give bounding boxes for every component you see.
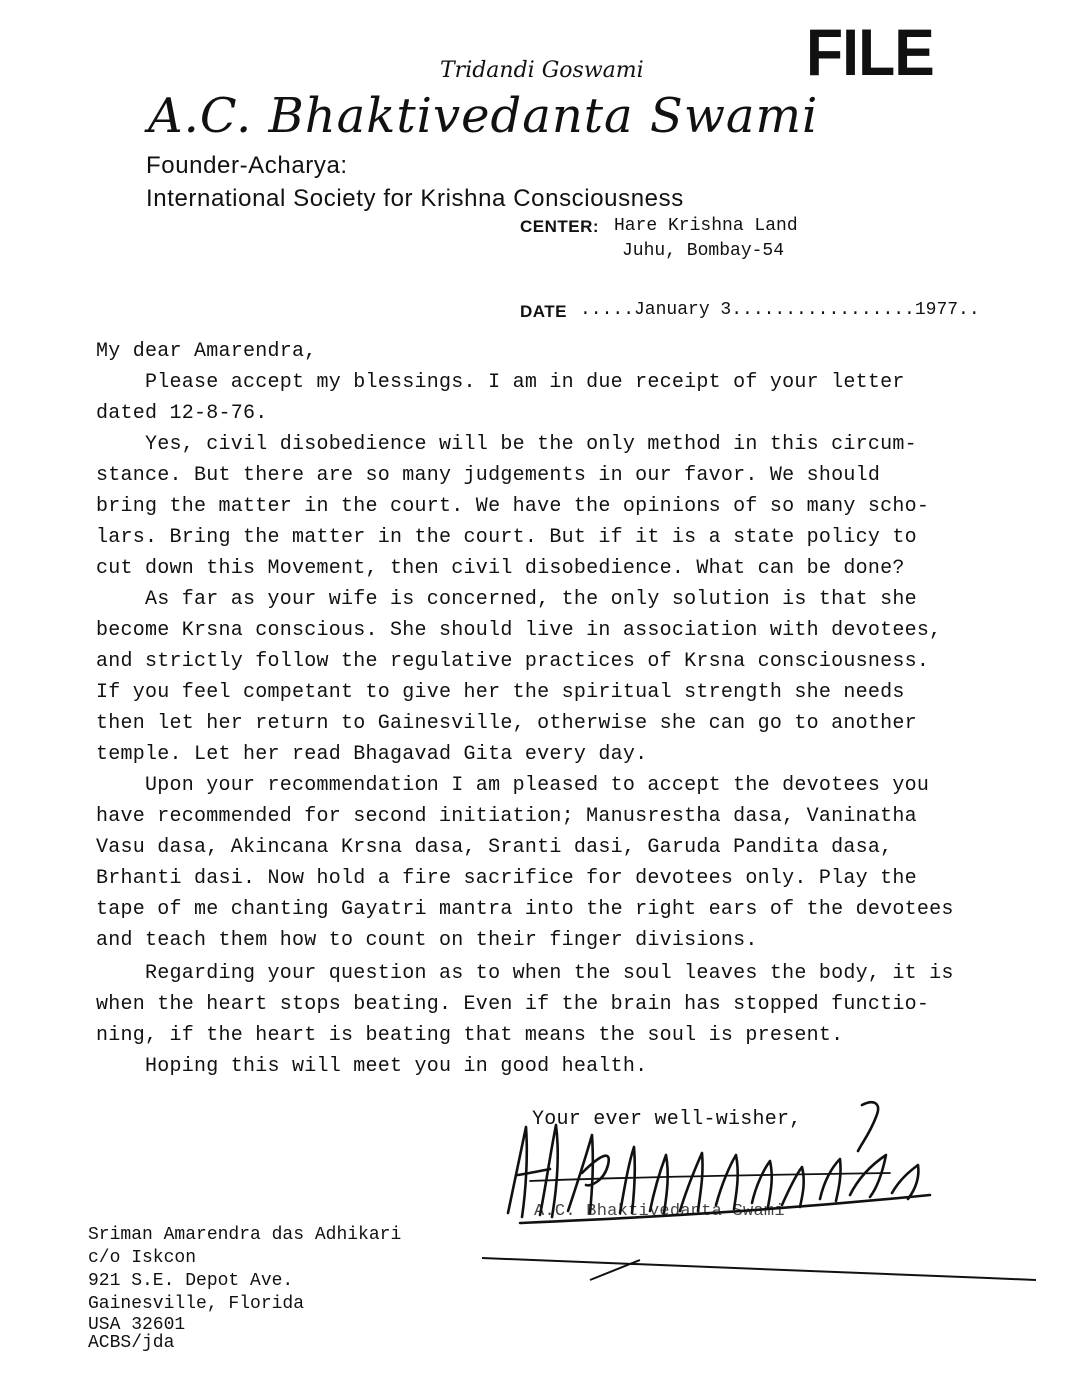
letter-line: Upon your recommendation I am pleased to accept the devotees you [96,774,930,797]
letter-line: become Krsna conscious. She should live in association with devotees, [96,619,942,642]
letterhead-org-line: International Society for Krishna Consciousness [146,185,684,212]
file-stamp: FILE [806,15,934,89]
letter-line: bring the matter in the court. We have the opinions of so many scho- [96,495,930,518]
closing-line: Your ever well-wisher, [532,1108,802,1131]
address-line: Sriman Amarendra das Adhikari [88,1225,402,1245]
address-line: c/o Iskcon [88,1248,197,1268]
letter-line: Please accept my blessings. I am in due receipt of your letter [96,371,905,394]
letter-line: Vasu dasa, Akincana Krsna dasa, Sranti dasi, Garuda Pandita dasa, [96,836,893,859]
letter-line: Regarding your question as to when the soul leaves the body, it is [96,962,954,985]
letter-line: If you feel competant to give her the spiritual strength she needs [96,681,905,704]
address-line: ACBS/jda [88,1333,175,1353]
letter-line: lars. Bring the matter in the court. But if it is a state policy to [96,526,917,549]
letterhead-subtitle: Tridandi Goswami [440,58,644,83]
center-line-2: Juhu, Bombay-54 [622,241,785,261]
letter-line: tape of me chanting Gayatri mantra into the right ears of the devotees [96,898,954,921]
letter-line: when the heart stops beating. Even if the brain has stopped functio- [96,993,930,1016]
signature-underline-stroke [480,1250,1040,1290]
letter-line: As far as your wife is concerned, the only solution is that she [96,588,917,611]
center-line-1: Hare Krishna Land [614,216,798,236]
letter-line: stance. But there are so many judgements in our favor. We should [96,464,881,487]
letter-line: Yes, civil disobedience will be the only method in this circum- [96,433,917,456]
date-value: .....January 3.................1977.. [580,300,980,320]
letter-line: and teach them how to count on their finger divisions. [96,929,758,952]
letter-line: dated 12-8-76. [96,402,268,425]
center-label: CENTER: [520,217,600,236]
address-line: USA 32601 [88,1315,186,1335]
letter-line: temple. Let her read Bhagavad Gita every day. [96,743,648,766]
letter-line: cut down this Movement, then civil disobedience. What can be done? [96,557,905,580]
address-line: Gainesville, Florida [88,1294,305,1314]
letterhead-name: A.C. Bhaktivedanta Swami [148,88,819,144]
typed-signature: A.C. Bhaktivedanta Swami [534,1202,785,1221]
letter-line: ning, if the heart is beating that means the soul is present. [96,1024,844,1047]
letter-line: Brhanti dasi. Now hold a fire sacrifice for devotees only. Play the [96,867,917,890]
letter-line: and strictly follow the regulative practices of Krsna consciousness. [96,650,930,673]
letter-line: My dear Amarendra, [96,340,317,363]
date-label: DATE [520,302,568,321]
letter-line: Hoping this will meet you in good health. [96,1055,648,1078]
address-line: 921 S.E. Depot Ave. [88,1271,294,1291]
letterhead-founder-line: Founder-Acharya: [146,152,348,179]
letter-line: then let her return to Gainesville, otherwise she can go to another [96,712,917,735]
letter-line: have recommended for second initiation; Manusrestha dasa, Vaninatha [96,805,917,828]
signature-icon [490,1095,960,1245]
